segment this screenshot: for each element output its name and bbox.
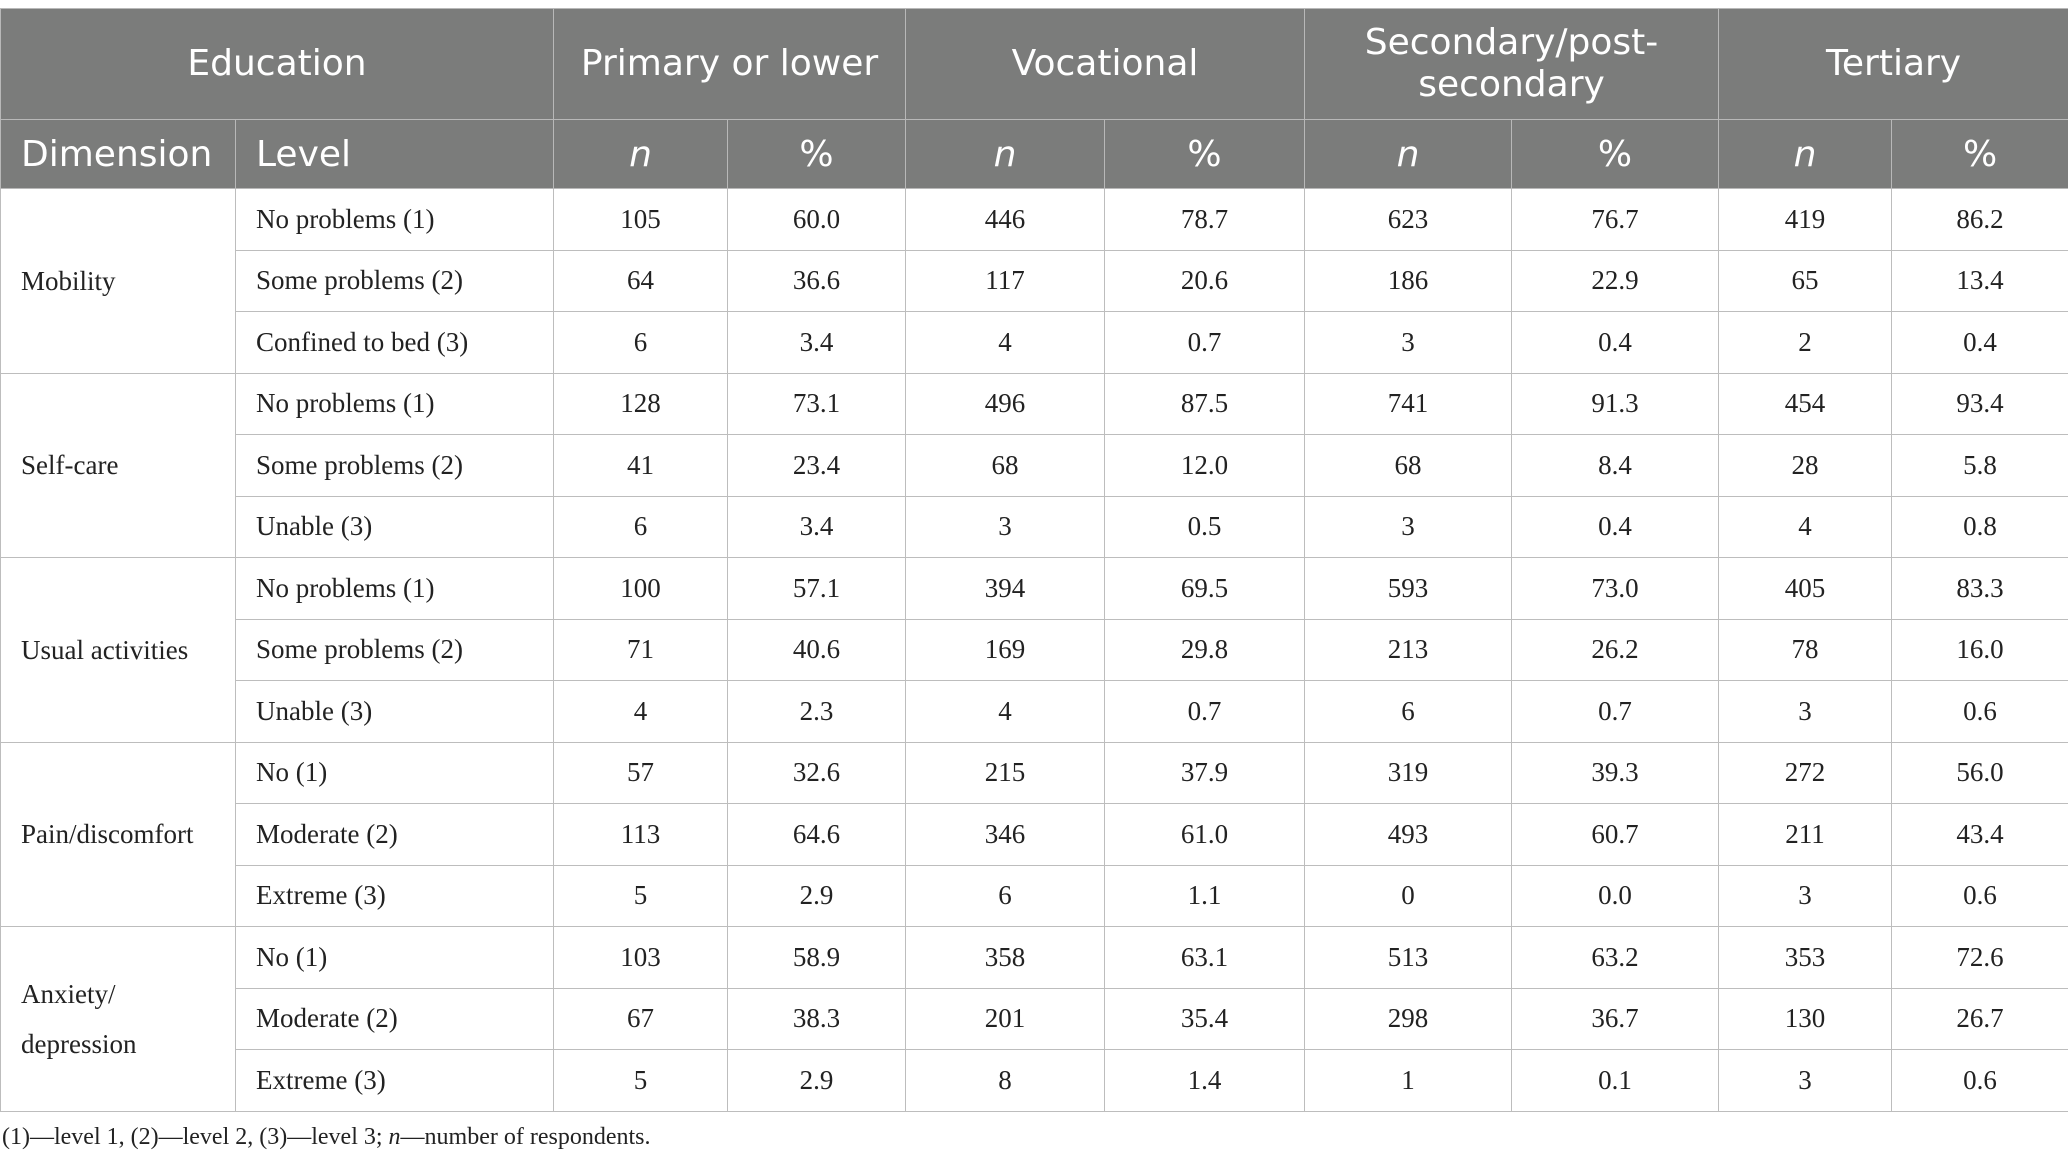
count-cell: 8 xyxy=(906,1050,1105,1112)
table-row xyxy=(1,619,2068,681)
percent-cell: 12.0 xyxy=(1105,435,1305,497)
table-row xyxy=(1,927,2068,989)
table-row xyxy=(1,558,2068,620)
percent-cell: 8.4 xyxy=(1512,435,1719,497)
percent-cell: 38.3 xyxy=(728,988,906,1050)
footnote-prefix: (1)—level 1, (2)—level 2, (3)—level 3; xyxy=(2,1124,389,1150)
header-n: n xyxy=(906,120,1105,189)
percent-cell: 0.6 xyxy=(1892,681,2068,743)
count-cell: 78 xyxy=(1719,619,1892,681)
header-pct: % xyxy=(1105,120,1305,189)
percent-cell: 60.0 xyxy=(728,189,906,251)
count-cell: 394 xyxy=(906,558,1105,620)
count-cell: 3 xyxy=(1305,496,1512,558)
dimension-cell: Usual activities xyxy=(1,558,236,743)
table-row xyxy=(1,435,2068,497)
count-cell: 419 xyxy=(1719,189,1892,251)
percent-cell: 26.2 xyxy=(1512,619,1719,681)
count-cell: 41 xyxy=(554,435,728,497)
percent-cell: 2.9 xyxy=(728,1050,906,1112)
count-cell: 3 xyxy=(1719,1050,1892,1112)
count-cell: 4 xyxy=(906,681,1105,743)
percent-cell: 20.6 xyxy=(1105,250,1305,312)
count-cell: 493 xyxy=(1305,804,1512,866)
table-body xyxy=(1,189,2068,1112)
percent-cell: 16.0 xyxy=(1892,619,2068,681)
count-cell: 213 xyxy=(1305,619,1512,681)
count-cell: 298 xyxy=(1305,988,1512,1050)
percent-cell: 0.7 xyxy=(1105,681,1305,743)
count-cell: 211 xyxy=(1719,804,1892,866)
percent-cell: 60.7 xyxy=(1512,804,1719,866)
percent-cell: 0.6 xyxy=(1892,1050,2068,1112)
level-cell: Unable (3) xyxy=(236,496,554,558)
count-cell: 128 xyxy=(554,373,728,435)
level-cell: No problems (1) xyxy=(236,373,554,435)
percent-cell: 1.4 xyxy=(1105,1050,1305,1112)
count-cell: 513 xyxy=(1305,927,1512,989)
table-row xyxy=(1,742,2068,804)
level-cell: No (1) xyxy=(236,742,554,804)
header-pct: % xyxy=(1512,120,1719,189)
percent-cell: 63.2 xyxy=(1512,927,1719,989)
count-cell: 446 xyxy=(906,189,1105,251)
level-cell: No (1) xyxy=(236,927,554,989)
header-dimension: Dimension xyxy=(1,120,236,189)
percent-cell: 1.1 xyxy=(1105,865,1305,927)
count-cell: 623 xyxy=(1305,189,1512,251)
count-cell: 4 xyxy=(1719,496,1892,558)
table-row xyxy=(1,681,2068,743)
percent-cell: 73.0 xyxy=(1512,558,1719,620)
count-cell: 105 xyxy=(554,189,728,251)
count-cell: 65 xyxy=(1719,250,1892,312)
count-cell: 319 xyxy=(1305,742,1512,804)
percent-cell: 13.4 xyxy=(1892,250,2068,312)
percent-cell: 0.4 xyxy=(1892,312,2068,374)
header-group-vocational: Vocational xyxy=(906,9,1305,120)
percent-cell: 78.7 xyxy=(1105,189,1305,251)
dimension-cell: Anxiety/ depression xyxy=(1,927,236,1112)
table-row xyxy=(1,250,2068,312)
count-cell: 67 xyxy=(554,988,728,1050)
footnote-suffix: —number of respondents. xyxy=(400,1124,651,1150)
percent-cell: 57.1 xyxy=(728,558,906,620)
count-cell: 100 xyxy=(554,558,728,620)
percent-cell: 72.6 xyxy=(1892,927,2068,989)
percent-cell: 35.4 xyxy=(1105,988,1305,1050)
percent-cell: 40.6 xyxy=(728,619,906,681)
header-level: Level xyxy=(236,120,554,189)
count-cell: 68 xyxy=(1305,435,1512,497)
percent-cell: 26.7 xyxy=(1892,988,2068,1050)
header-group-primary: Primary or lower xyxy=(554,9,906,120)
percent-cell: 69.5 xyxy=(1105,558,1305,620)
percent-cell: 0.7 xyxy=(1105,312,1305,374)
table-row xyxy=(1,373,2068,435)
table-row xyxy=(1,988,2068,1050)
dimension-cell: Pain/discomfort xyxy=(1,742,236,927)
count-cell: 2 xyxy=(1719,312,1892,374)
count-cell: 215 xyxy=(906,742,1105,804)
percent-cell: 37.9 xyxy=(1105,742,1305,804)
count-cell: 186 xyxy=(1305,250,1512,312)
percent-cell: 0.4 xyxy=(1512,496,1719,558)
percent-cell: 0.8 xyxy=(1892,496,2068,558)
count-cell: 6 xyxy=(906,865,1105,927)
level-cell: Moderate (2) xyxy=(236,988,554,1050)
count-cell: 103 xyxy=(554,927,728,989)
table-row xyxy=(1,804,2068,866)
percent-cell: 86.2 xyxy=(1892,189,2068,251)
footnote-n-symbol: n xyxy=(388,1124,401,1150)
count-cell: 3 xyxy=(906,496,1105,558)
count-cell: 4 xyxy=(554,681,728,743)
percent-cell: 91.3 xyxy=(1512,373,1719,435)
count-cell: 405 xyxy=(1719,558,1892,620)
percent-cell: 0.7 xyxy=(1512,681,1719,743)
percent-cell: 83.3 xyxy=(1892,558,2068,620)
percent-cell: 58.9 xyxy=(728,927,906,989)
percent-cell: 56.0 xyxy=(1892,742,2068,804)
percent-cell: 73.1 xyxy=(728,373,906,435)
count-cell: 593 xyxy=(1305,558,1512,620)
count-cell: 272 xyxy=(1719,742,1892,804)
count-cell: 64 xyxy=(554,250,728,312)
percent-cell: 23.4 xyxy=(728,435,906,497)
percent-cell: 36.7 xyxy=(1512,988,1719,1050)
count-cell: 358 xyxy=(906,927,1105,989)
count-cell: 4 xyxy=(906,312,1105,374)
count-cell: 57 xyxy=(554,742,728,804)
percent-cell: 76.7 xyxy=(1512,189,1719,251)
percent-cell: 43.4 xyxy=(1892,804,2068,866)
level-cell: No problems (1) xyxy=(236,189,554,251)
level-cell: Moderate (2) xyxy=(236,804,554,866)
results-table-container xyxy=(0,8,2068,1112)
percent-cell: 87.5 xyxy=(1105,373,1305,435)
count-cell: 68 xyxy=(906,435,1105,497)
count-cell: 1 xyxy=(1305,1050,1512,1112)
count-cell: 130 xyxy=(1719,988,1892,1050)
percent-cell: 32.6 xyxy=(728,742,906,804)
dimension-cell: Self-care xyxy=(1,373,236,558)
table-row xyxy=(1,865,2068,927)
table-row xyxy=(1,496,2068,558)
count-cell: 5 xyxy=(554,1050,728,1112)
count-cell: 71 xyxy=(554,619,728,681)
count-cell: 6 xyxy=(1305,681,1512,743)
percent-cell: 3.4 xyxy=(728,312,906,374)
header-group-tertiary: Tertiary xyxy=(1719,9,2068,120)
count-cell: 169 xyxy=(906,619,1105,681)
count-cell: 741 xyxy=(1305,373,1512,435)
percent-cell: 0.5 xyxy=(1105,496,1305,558)
count-cell: 3 xyxy=(1719,865,1892,927)
count-cell: 454 xyxy=(1719,373,1892,435)
percent-cell: 93.4 xyxy=(1892,373,2068,435)
header-row-columns xyxy=(1,120,2068,189)
percent-cell: 63.1 xyxy=(1105,927,1305,989)
count-cell: 353 xyxy=(1719,927,1892,989)
percent-cell: 3.4 xyxy=(728,496,906,558)
level-cell: Extreme (3) xyxy=(236,1050,554,1112)
header-n: n xyxy=(1305,120,1512,189)
table-footnote xyxy=(2,1124,651,1151)
count-cell: 28 xyxy=(1719,435,1892,497)
percent-cell: 2.9 xyxy=(728,865,906,927)
count-cell: 3 xyxy=(1719,681,1892,743)
percent-cell: 0.0 xyxy=(1512,865,1719,927)
header-pct: % xyxy=(1892,120,2068,189)
level-cell: Some problems (2) xyxy=(236,619,554,681)
level-cell: Some problems (2) xyxy=(236,250,554,312)
count-cell: 6 xyxy=(554,312,728,374)
percent-cell: 29.8 xyxy=(1105,619,1305,681)
results-table xyxy=(0,8,2068,1112)
count-cell: 117 xyxy=(906,250,1105,312)
percent-cell: 5.8 xyxy=(1892,435,2068,497)
percent-cell: 39.3 xyxy=(1512,742,1719,804)
percent-cell: 0.4 xyxy=(1512,312,1719,374)
count-cell: 5 xyxy=(554,865,728,927)
percent-cell: 0.1 xyxy=(1512,1050,1719,1112)
percent-cell: 64.6 xyxy=(728,804,906,866)
percent-cell: 36.6 xyxy=(728,250,906,312)
count-cell: 6 xyxy=(554,496,728,558)
level-cell: Confined to bed (3) xyxy=(236,312,554,374)
table-row xyxy=(1,189,2068,251)
header-group-secondary: Secondary/post-secondary xyxy=(1305,9,1719,120)
percent-cell: 22.9 xyxy=(1512,250,1719,312)
header-education: Education xyxy=(1,9,554,120)
table-row xyxy=(1,1050,2068,1112)
table-row xyxy=(1,312,2068,374)
count-cell: 496 xyxy=(906,373,1105,435)
header-pct: % xyxy=(728,120,906,189)
header-n: n xyxy=(554,120,728,189)
count-cell: 113 xyxy=(554,804,728,866)
dimension-cell: Mobility xyxy=(1,189,236,374)
level-cell: Unable (3) xyxy=(236,681,554,743)
level-cell: Some problems (2) xyxy=(236,435,554,497)
level-cell: No problems (1) xyxy=(236,558,554,620)
count-cell: 3 xyxy=(1305,312,1512,374)
header-row-education xyxy=(1,9,2068,120)
count-cell: 0 xyxy=(1305,865,1512,927)
percent-cell: 61.0 xyxy=(1105,804,1305,866)
count-cell: 346 xyxy=(906,804,1105,866)
level-cell: Extreme (3) xyxy=(236,865,554,927)
percent-cell: 0.6 xyxy=(1892,865,2068,927)
header-n: n xyxy=(1719,120,1892,189)
count-cell: 201 xyxy=(906,988,1105,1050)
percent-cell: 2.3 xyxy=(728,681,906,743)
